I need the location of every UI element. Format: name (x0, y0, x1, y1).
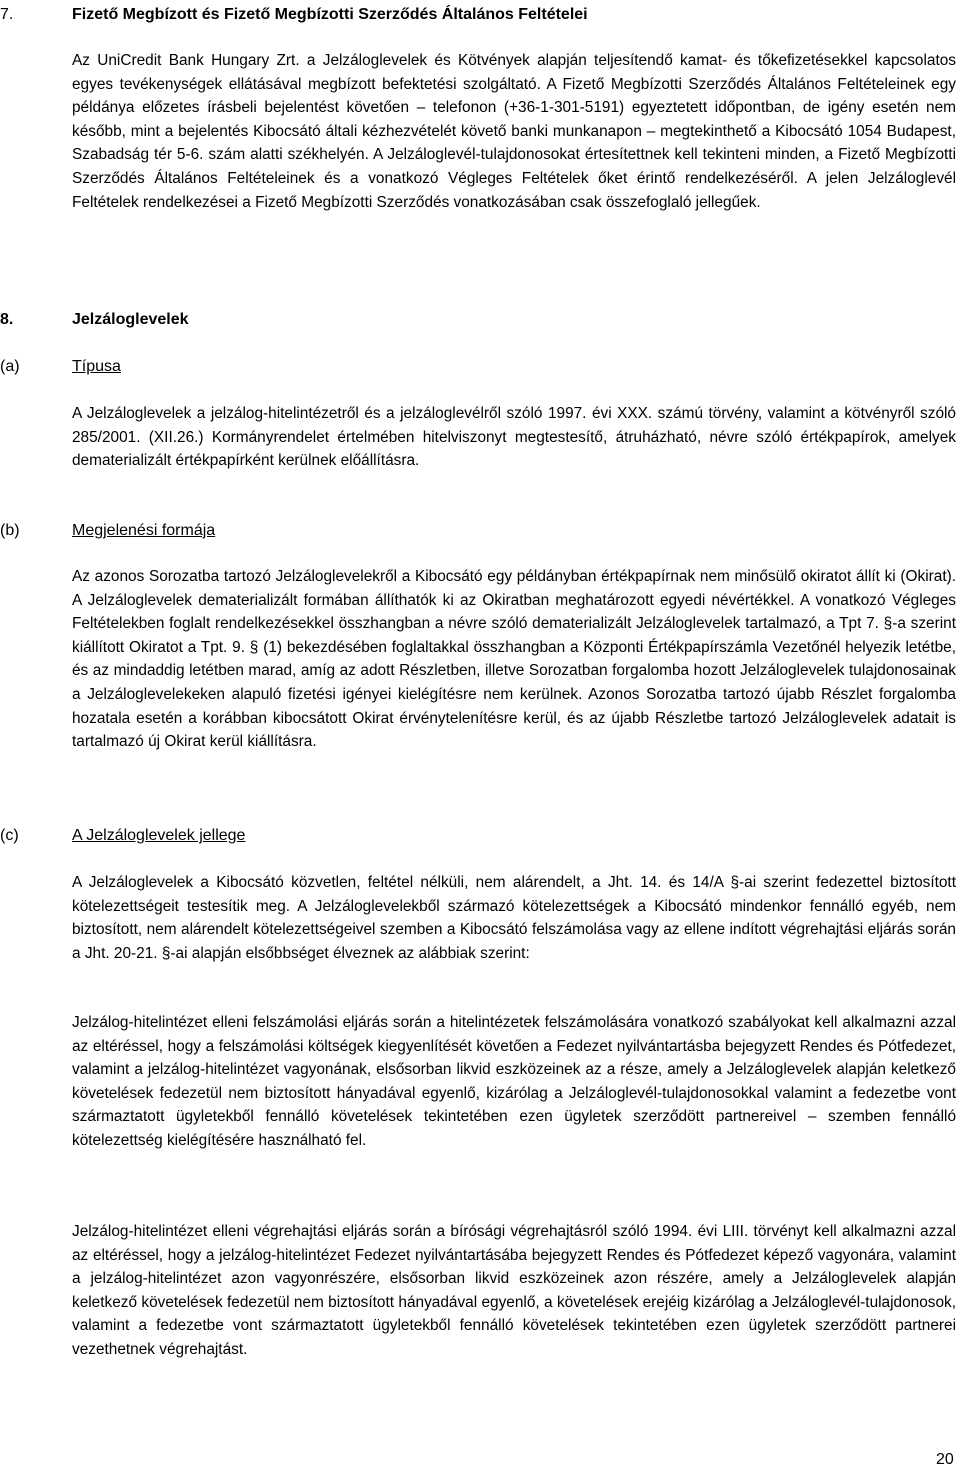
subsection-a-title: Típusa (72, 358, 121, 375)
subsection-b-title: Megjelenési formája (72, 522, 216, 539)
subsection-b-paragraph: Az azonos Sorozatba tartozó Jelzáloglevelekről a Kibocsátó egy példányban értékpapírnak nem minősülő okiratot állít ki (Okirat). A Jelzáloglevelek dematerializált formában állíthatók ki az Okiratban meghatározott egyedi névértékkel. A vonatkozó Végleges Feltételekben foglalt rendelkezésekkel összhangban a névre szóló dematerializált Jelzáloglevelek tartalmazó, a Tpt 7. §-a szerint kiállított Okiratot a Tpt. 9. § (1) bekezdésében foglaltakkal összhangban a Központi Értékpapírszámla Vezetőnél helyezik letétbe, és az mindaddig letétben marad, amíg az adott Részletben, illetve Sorozatban forgalomba hozott Jelzáloglevelek tulajdonosainak a Jelzáloglevelekeken alapuló fizetési igényei kielégítésre nem kerülnek. Azonos Sorozatba tartozó újabb Részlet forgalomba hozatala esetén a korábban kibocsátott Okirat érvénytelenítésre kerül, és az újabb Részletbe tartozó Jelzáloglevelek adatait is tartalmazó új Okirat kerül kiállításra. (72, 568, 956, 751)
page-number: 20 (936, 1451, 954, 1468)
subsection-a-label: (a) (0, 358, 20, 375)
section-7-number: 7. (0, 6, 14, 23)
subsection-c-title: A Jelzáloglevelek jellege (72, 827, 246, 844)
section-7-paragraph: Az UniCredit Bank Hungary Zrt. a Jelzáloglevelek és Kötvények alapján teljesítendő kamat- és tőkefizetésekkel kapcsolatos egyes tevékenységek ellátásával megbízott befektetési szolgáltató. A Fizető Megbízotti Szerződés Általános Feltételeinek egy példánya előzetes írásbeli bejelentést követően – telefonon (+36-1-301-5191) egyeztetett időpontban, de igény esetén nem később, mint a bejelentés Kibocsátó általi kézhezvételét követő banki munkanapon – megtekinthető a Kibocsátó 1054 Budapest, Szabadság tér 5-6. szám alatti székhelyén. A Jelzáloglevél-tulajdonosokat értesítettnek kell tekinteni minden, a Fizető Megbízotti Szerződés Általános Feltételeinek és a vonatkozó Végleges Feltételek őket érintő rendelkezéséről. A jelen Jelzáloglevél Feltételek rendelkezései a Fizető Megbízotti Szerződés vonatkozásában csak összefoglaló jellegűek. (72, 52, 956, 211)
subsection-c-paragraph-1: A Jelzáloglevelek a Kibocsátó közvetlen, feltétel nélküli, nem alárendelt, a Jht. 14. és 14/A §-ai szerint fedezettel biztosított kötelezettségeit testesítik meg. A Jelzáloglevelekből származó kötelezettségek a Kibocsátó mindenkor fennálló egyéb, nem biztosított, nem alárendelt kötelezettségeivel szemben a Kibocsátó felszámolása vagy az ellene indított végrehajtási eljárás során a Jht. 20-21. §-ai alapján elsőbbséget élveznek az alábbiak szerint: (72, 874, 956, 962)
section-8-number: 8. (0, 311, 14, 328)
section-8-title: Jelzáloglevelek (72, 311, 189, 328)
subsection-c-paragraph-3: Jelzálog-hitelintézet elleni végrehajtási eljárás során a bírósági végrehajtásról szóló 1994. évi LIII. törvényt kell alkalmazni azzal az eltéréssel, hogy a jelzálog-hitelintézet Fedezet nyilvántartásába bejegyzett Rendes és Pótfedezet képező vagyonára, valamint a jelzálog-hitelintézet azon vagyonrészére, elsősorban likvid eszközeinek azon részére, amely a Jelzáloglevelek alapján keletkező követelések fedezetül nem biztosított hányadával egyenlő, a követelések erejéig kizárólag a Jelzáloglevél-tulajdonosok, valamint a fedezetbe vont származtatott ügyletekből fennálló követelések tekintetében ezen ügyletek szerződött partnerei vezethetnek végrehajtást. (72, 1223, 956, 1358)
subsection-b-label: (b) (0, 522, 20, 539)
subsection-a-paragraph: A Jelzáloglevelek a jelzálog-hitelintézetről és a jelzáloglevélről szóló 1997. évi XXX. számú törvény, valamint a kötvényről szóló 285/2001. (XII.26.) Kormányrendelet értelmében hitelviszonyt megtestesítő, átruházható, névre szóló értékpapírok, amelyek dematerializált értékpapírként kerülnek előállításra. (72, 405, 956, 470)
section-7-title: Fizető Megbízott és Fizető Megbízotti Szerződés Általános Feltételei (72, 6, 588, 23)
subsection-c-label: (c) (0, 827, 19, 844)
subsection-c-paragraph-2: Jelzálog-hitelintézet elleni felszámolási eljárás során a hitelintézetek felszámolására vonatkozó szabályokat kell alkalmazni azzal az eltéréssel, hogy a felszámolási költségek kiegyenlítését követően a Fedezet nyilvántartásba bejegyzett Rendes és Pótfedezet, valamint a jelzálog-hitelintézet vagyonának, elsősorban likvid eszközeinek az a része, amely a Jelzáloglevelek alapján keletkező követelések fedezetül nem biztosított hányadával egyenlő, kizárólag a Jelzáloglevél-tulajdonosokkal valamint a fedezetbe vont származtatott ügyletekből fennálló követelések tekintetében ezen ügyletek szerződött partnereivel – szemben fennálló kötelezettség kielégítésére használható fel. (72, 1014, 956, 1149)
